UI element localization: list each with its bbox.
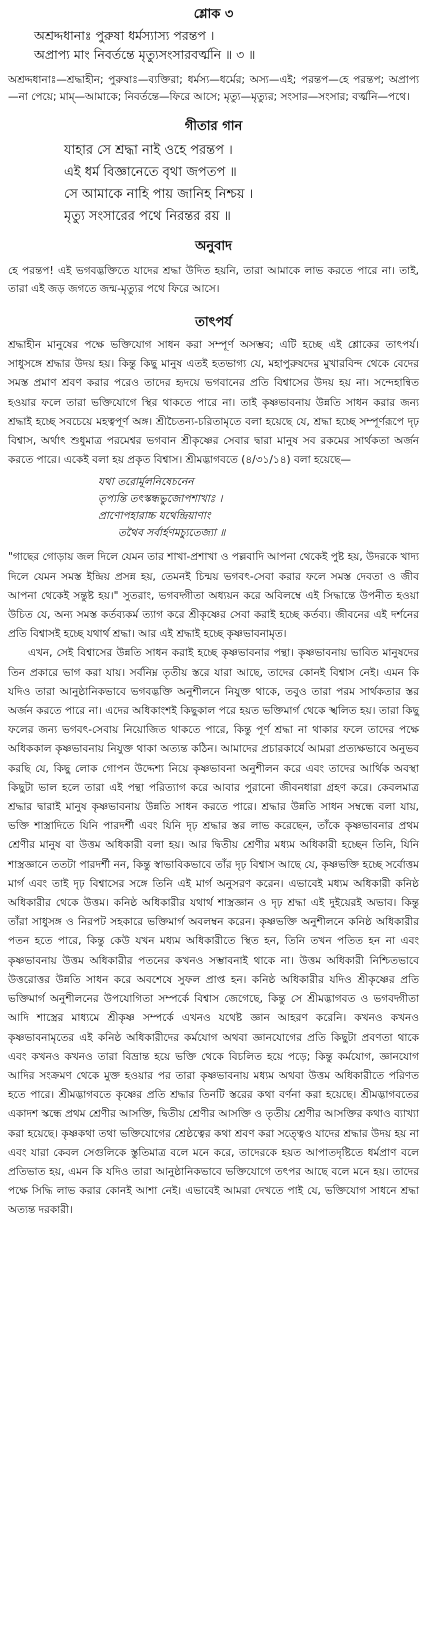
quote-line: তথৈব সর্বার্হণমচ্যুতেজ্যা ॥	[118, 527, 226, 540]
translation-heading: অনুবাদ	[195, 239, 232, 254]
verse-line: অপ্রাপ্য মাং নিবর্তন্তে মৃত্যুসংসারবর্ত্মনি ॥ ৩ ॥	[34, 47, 256, 62]
word-synonyms: অশ্রদ্দধানাঃ—শ্রদ্ধাহীন; পুরুষাঃ—ব্যক্তিরা; ধর্মস্য—ধর্মের; অস্য—এই; পরন্তপ—হে পরন্তপ; অপ্রাপ্য—না পেয়ে; মাম্—আমাকে; নিবর্তন্তে—ফিরে আসে; মৃত্যু—মৃত্যুর; সংসার—সংসার; বর্ত্মনি—পথে।	[8, 74, 419, 103]
gita-song-heading: গীতার গান	[184, 119, 243, 134]
gita-song	[8, 140, 419, 228]
verse-text	[8, 26, 419, 64]
song-line: যাহার সে শ্রদ্ধা নাই ওহে পরন্তপ ।	[64, 143, 233, 158]
purport-paragraph: "গাছের গোড়ায় জল দিলে যেমন তার শাখা-প্রশাখা ও পল্লবাদি আপনা থেকেই পুষ্ট হয়, উদরকে খাদ্য দিলে যেমন সমস্ত ইন্দ্রিয় প্রসন্ন হয়, তেমনই চিন্ময় ভগবৎ-সেবা করার ফলে সমস্ত দেবতা ও জীব আপনা থেকেই সন্তুষ্ট হয়।" সুতরাং, ভগবদ্গীতা অধ্যয়ন করে অবিলম্বে এই সিদ্ধান্তে উপনীত হওয়া উচিত যে, অন্য সমস্ত কর্তব্যকর্ম ত্যাগ করে শ্রীকৃষ্ণের সেবা করাই হচ্ছে কর্তব্য। জীবনের এই দর্শনের প্রতি বিশ্বাসই হচ্ছে যথার্থ শ্রদ্ধা। আর এই শ্রদ্ধাই হচ্ছে কৃষ্ণভাবনামৃত।	[8, 551, 419, 641]
bhagavatam-quote	[8, 474, 419, 542]
quote-line: প্রাণোপহারাচ্চ যথেন্দ্রিয়াণাং	[98, 510, 211, 523]
purport-paragraph: এখন, সেই বিশ্বাসের উন্নতি সাধন করাই হচ্ছে কৃষ্ণভাবনার পন্থা। কৃষ্ণভাবনায় ভাবিত মানুষদের তিন প্রকারে ভাগ করা যায়। সর্বনিম্ন তৃতীয় স্তরে যারা আছে, তাদের কোনই বিশ্বাস নেই। এমন কি যদিও তারা আনুষ্ঠানিকভাবে ভগবদ্ভক্তি অনুশীলনে নিযুক্ত থাকে, তবুও তারা পরম সার্থকতার স্তর অর্জন করতে পারে না। এদের অধিকাংশই কিছুকাল পরে হয়ত ভক্তিমার্গ থেকে স্খলিত হয়। তারা কিছু ফলের জন্য ভগবৎ-সেবায় নিয়োজিত থাকতে পারে, কিন্তু পূর্ণ শ্রদ্ধা না থাকার ফলে তাদের পক্ষে অধিককাল কৃষ্ণভাবনায় নিযুক্ত থাকা অত্যন্ত কঠিন। আমাদের প্রচারকার্যে আমরা প্রত্যক্ষভাবে অনুভব করছি যে, কিছু লোক গোপন উদ্দেশ্য নিয়ে কৃষ্ণভাবনা অনুশীলন করে এবং তাদের আর্থিক অবস্থা কিছুটা ভাল হলে তারা এই পন্থা পরিত্যাগ করে আবার পুরানো জীবনধারা গ্রহণ করে। কেবলমাত্র শ্রদ্ধার দ্বারাই মানুষ কৃষ্ণভাবনায় উন্নতি সাধন করতে পারে। শ্রদ্ধার উন্নতি সাধন সম্বন্ধে বলা যায়, ভক্তি শাস্ত্রাদিতে যিনি পারদর্শী এবং যিনি দৃঢ় শ্রদ্ধার স্তর লাভ করেছেন, তাঁকে কৃষ্ণভাবনার প্রথম শ্রেণীর মানুষ বা উত্তম অধিকারী বলা হয়। আর দ্বিতীয় শ্রেণীর মধ্যম অধিকারী হচ্ছেন তিনি, যিনি শাস্ত্রজ্ঞানে ততটা পারদর্শী নন, কিন্তু স্বাভাবিকভাবে তাঁর দৃঢ় বিশ্বাস আছে যে, কৃষ্ণভক্তি হচ্ছে সর্বোত্তম মার্গ এবং তাই দৃঢ় বিশ্বাসের সঙ্গে তিনি এই মার্গ অনুসরণ করেন। এভাবেই মধ্যম অধিকারী কনিষ্ঠ অধিকারীর থেকে উত্তম। কনিষ্ঠ অধিকারীর যথার্থ শাস্ত্রজ্ঞান ও দৃঢ় শ্রদ্ধা এই দুইয়েরই অভাব। কিন্তু তাঁরা সাধুসঙ্গ ও নিরপট সহকারে ভক্তিমার্গ অবলম্বন করেন। কৃষ্ণভক্তি অনুশীলনে কনিষ্ঠ অধিকারীর পতন হতে পারে, কিন্তু কেউ যখন মধ্যম অধিকারীতে স্থিত হন, তিনি তখন পতিত হন না এবং কৃষ্ণভাবনায় উত্তম অধিকারীর পতনের কখনও সম্ভাবনাই থাকে না। উত্তম অধিকারী নিশ্চিতভাবে উত্তরোত্তর উন্নতি সাধন করে অবশেষে সুফল প্রাপ্ত হন। কনিষ্ঠ অধিকারীর যদিও শ্রীকৃষ্ণের প্রতি ভক্তিমার্গ অনুশীলনের উপযোগিতা সম্পর্কে বিশ্বাস জেগেছে, কিন্তু সে শ্রীমদ্ভাগবত ও ভগবদ্গীতা আদি শাস্ত্রের মাধ্যমে শ্রীকৃষ্ণ সম্পর্কে এখনও যথেষ্ট জ্ঞান আহরণ করেনি। কখনও কখনও কৃষ্ণভাবনামৃতের এই কনিষ্ঠ অধিকারীদের কর্মযোগ অথবা জ্ঞানযোগের প্রতি কিছুটা প্রবণতা থাকে এবং কখনও কখনও তারা বিভ্রান্ত হয়ে ভক্তি থেকে বিচলিত হয়ে পড়ে; কিন্তু কর্মযোগ, জ্ঞানযোগ আদির সংক্রমণ থেকে মুক্ত হওয়ার পর তারা কৃষ্ণভাবনায় মধ্যম অথবা উত্তম অধিকারীতে পরিণত হতে পারে। শ্রীমদ্ভাগবতে কৃষ্ণের প্রতি শ্রদ্ধার তিনটি স্তরের কথা বর্ণনা করা হয়েছে। শ্রীমদ্ভাগবতের একাদশ স্কন্ধে প্রথম শ্রেণীর আসক্তি, দ্বিতীয় শ্রেণীর আসক্তি ও তৃতীয় শ্রেণীর আসক্তির কথাও ব্যাখ্যা করা হয়েছে। কৃষ্ণকথা তথা ভক্তিযোগের শ্রেষ্ঠত্বের কথা শ্রবণ করা সত্ত্বেও যাদের শ্রদ্ধার উদয় হয় না এবং যারা কেবল সেগুলিকে স্তুতিমাত্র বলে মনে করে, তাদেরকে হয়ত আপাতদৃষ্টিতে ধর্মপ্রাণ বলে প্রতিভাত হয়, এমন কি যদিও তারা আনুষ্ঠানিকভাবে ভক্তিযোগে তৎপর আছে বলে মনে হয়। তাদের পক্ষে সিদ্ধি লাভ করার কোনই আশা নেই। এভাবেই আমরা দেখতে পাই যে, ভক্তিযোগ সাধনে শ্রদ্ধা অত্যন্ত দরকারী।	[8, 647, 419, 1217]
quote-line: তৃপ্যন্তি তৎস্কন্ধভুজোপশাখাঃ ।	[98, 493, 223, 506]
song-line: সে আমাকে নাহি পায় জানিহ নিশ্চয় ।	[64, 187, 254, 202]
translation-text: হে পরন্তপ! এই ভগবদ্ভক্তিতে যাদের শ্রদ্ধা উদিত হয়নি, তারা আমাকে লাভ করতে পারে না। তাই, তারা এই জড় জগতে জন্ম-মৃত্যুর পথে ফিরে আসে।	[8, 265, 419, 295]
quote-line: যথা তরোর্মূলনিষেচনেন	[98, 476, 194, 489]
purport-heading: তাৎপর্য	[195, 315, 232, 330]
song-line: এই ধর্ম বিজ্ঞানেতে বৃথা জপতপ ॥	[64, 165, 237, 180]
song-line: মৃত্যু সংসারের পথে নিরন্তর রয় ॥	[64, 209, 231, 224]
verse-line: অশ্রদ্দধানাঃ পুরুষা ধর্মস্যাস্য পরন্তপ ।	[34, 28, 215, 43]
purport-paragraph: শ্রদ্ধাহীন মানুষের পক্ষে ভক্তিযোগ সাধন করা সম্পূর্ণ অসম্ভব; এটি হচ্ছে এই শ্লোকের তাৎপর্য। সাধুসঙ্গে শ্রদ্ধার উদয় হয়। কিন্তু কিছু মানুষ এতই হতভাগ্য যে, মহাপুরুষদের মুখারবিন্দ থেকে বেদের সমস্ত প্রমাণ শ্রবণ করার পরেও তাদের হৃদয়ে ভগবানের প্রতি বিশ্বাসের উদয় হয় না। সন্দেহান্বিত হওয়ার ফলে তারা ভক্তিযোগে স্থির থাকতে পারে না। তাই কৃষ্ণভাবনায় উন্নতি সাধন করার জন্য শ্রদ্ধাই হচ্ছে সবচেয়ে মহত্বপূর্ণ অঙ্গ। শ্রীচৈতন্য-চরিতামৃতে বলা হয়েছে যে, শ্রদ্ধা হচ্ছে সম্পূর্ণরূপে দৃঢ় বিশ্বাস, অর্থাৎ শুধুমাত্র পরমেশ্বর ভগবান শ্রীকৃষ্ণের সেবার দ্বারা মানুষ সব রকমের সার্থকতা অর্জন করতে পারে। একেই বলা হয় প্রকৃত বিশ্বাস। শ্রীমদ্ভাগবতে (৪/৩১/১৪) বলা হয়েছে—	[8, 339, 419, 467]
verse-heading: শ্লোক ৩	[193, 7, 234, 22]
